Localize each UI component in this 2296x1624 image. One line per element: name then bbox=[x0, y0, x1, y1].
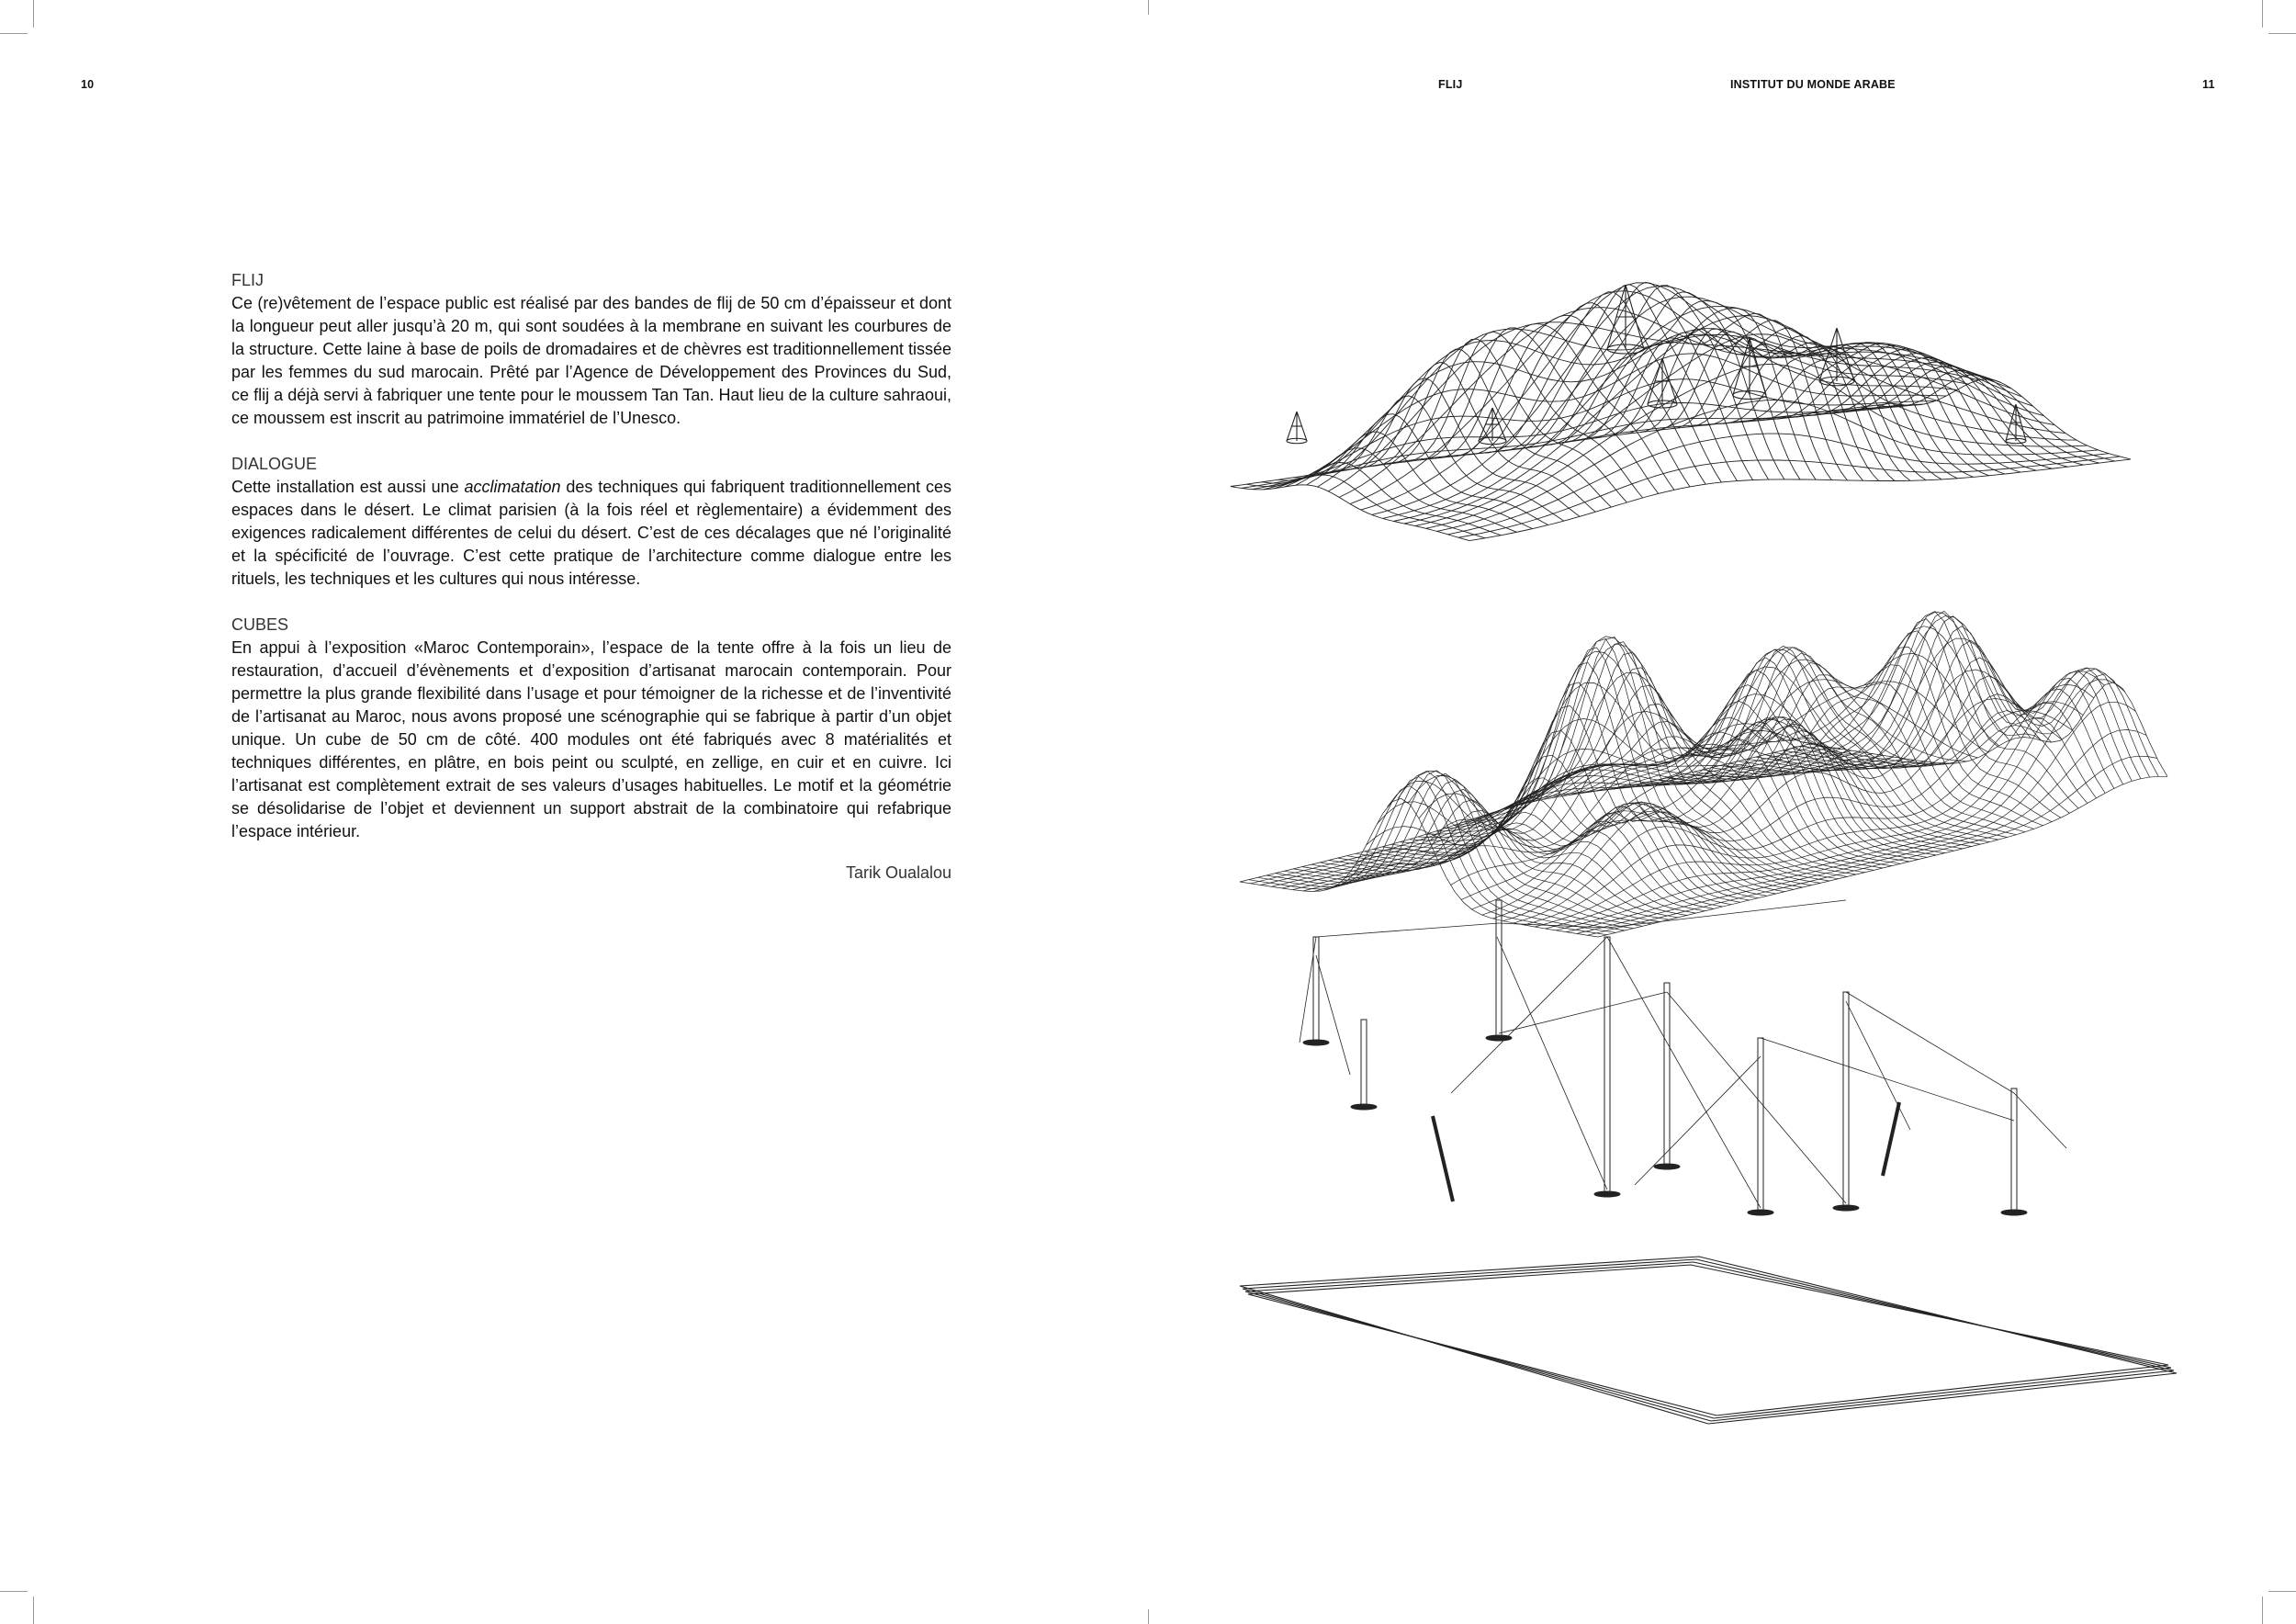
mast-footing bbox=[1654, 1164, 1680, 1169]
mesh-line bbox=[1608, 321, 1847, 480]
mast-footing bbox=[1594, 1191, 1620, 1197]
author-signature: Tarik Oualalou bbox=[845, 863, 951, 882]
mesh-line bbox=[1447, 434, 2109, 535]
cable bbox=[1635, 1056, 1761, 1185]
frame-outline bbox=[1243, 1259, 2174, 1421]
mesh-line bbox=[1514, 702, 2083, 923]
mesh-line bbox=[1525, 684, 2094, 925]
wireframe-membrane-top bbox=[1231, 282, 2131, 540]
mast bbox=[1604, 937, 1610, 1194]
mast-footing bbox=[1351, 1104, 1377, 1110]
section-body: Ce (re)vêtement de l’espace public est réalisé par des bandes de flij de 50 cm d’épaisseur et dont la longueur peut aller jusqu’à 20 m, qui sont soudées à la membrane en suivant les courbures de la structure. Cette laine à base de poils de dromadaires et de chèvres est traditionnellement tissée par les femmes du sud marocain. Prêté par l’Agence de Développement des Provinces du Sud, ce flij a déjà servi à fabriquer une tente pour le moussem Tan Tan. Haut lieu de la culture sahraoui, ce moussem est inscrit au patrimoine immatériel de l’Unesco. bbox=[231, 294, 951, 427]
mesh-line bbox=[1293, 780, 1651, 924]
frame-outline bbox=[1248, 1265, 2168, 1415]
crop-mark bbox=[2268, 33, 2296, 34]
page-number-right: 11 bbox=[2202, 78, 2215, 91]
exploded-axonometric-illustration bbox=[1212, 175, 2204, 1442]
mast-footing bbox=[1303, 1040, 1329, 1045]
crop-mark bbox=[1148, 0, 1149, 15]
cable bbox=[1607, 900, 1846, 928]
mast bbox=[1664, 983, 1670, 1167]
running-header-right: INSTITUT DU MONDE ARABE bbox=[1730, 78, 1896, 91]
mesh-line bbox=[1598, 776, 2167, 937]
mesh-line bbox=[1383, 297, 2044, 518]
mast bbox=[1361, 1020, 1367, 1107]
section-cubes bbox=[231, 614, 951, 843]
cable bbox=[1316, 955, 1350, 1075]
body-text: Cette installation est aussi une bbox=[231, 478, 465, 496]
section-body bbox=[231, 476, 951, 591]
mast bbox=[1496, 900, 1502, 1038]
mesh-line bbox=[1458, 457, 2120, 537]
text-column bbox=[231, 269, 951, 885]
mast-footing bbox=[1833, 1205, 1859, 1211]
diagonal-strut bbox=[1433, 1116, 1453, 1201]
crop-mark bbox=[33, 1596, 34, 1624]
frame-outline bbox=[1240, 1257, 2177, 1424]
mesh-line bbox=[1593, 313, 1831, 479]
mast bbox=[1758, 1038, 1763, 1212]
mesh-line bbox=[1302, 789, 1660, 921]
cable bbox=[1761, 1038, 2014, 1121]
mesh-line bbox=[1469, 459, 2131, 541]
cable bbox=[1316, 923, 1499, 937]
body-text: des techniques qui fabriquent traditionnellement ces espaces dans le désert. Le climat parisien (à la fois réel et règlementaire) a évidemment des exigences radicalement différentes de celui du désert. C’est de ces décalages que né l’originalité et la spécificité de l’ouvrage. C’est cette pratique de l’architecture comme dialogue entre les rituels, les techniques et les cultures qui nous intéresse. bbox=[231, 478, 951, 588]
mesh-line bbox=[1876, 375, 2115, 461]
mast bbox=[2011, 1088, 2017, 1212]
mesh-line bbox=[1578, 724, 1936, 855]
section-title: FLIJ bbox=[231, 271, 264, 289]
mesh-line bbox=[1231, 485, 1469, 541]
mesh-line bbox=[1694, 647, 2052, 821]
italic-term: acclimatation bbox=[464, 478, 561, 496]
mesh-line bbox=[1372, 349, 1611, 507]
section-title: DIALOGUE bbox=[231, 455, 318, 473]
mesh-line bbox=[1276, 771, 1634, 929]
mesh-line bbox=[1542, 722, 1900, 863]
mast-footing bbox=[2001, 1210, 2027, 1215]
mesh-line bbox=[1325, 396, 1564, 521]
running-header-left: FLIJ bbox=[1438, 78, 1463, 91]
section-title: CUBES bbox=[231, 615, 289, 634]
mast bbox=[1313, 937, 1319, 1043]
cable bbox=[1607, 937, 1761, 1208]
mesh-line bbox=[1372, 286, 2033, 514]
section-dialogue bbox=[231, 453, 951, 591]
crop-mark bbox=[33, 0, 34, 28]
section-body: En appui à l’exposition «Maroc Contemporain», l’espace de la tente offre à la fois un lieu de restauration, d’accueil d’évènements et d’exposition d’artisanat marocain contemporain. Pour permettre la plus grande flexibilité dans l’usage et pour témoigner de la richesse et de l’inventivité de l’artisanat au Maroc, nous avons proposé une scénographie qui se fabrique à partir d’un objet unique. Un cube de 50 cm de côté. 400 modules ont été fabriqués avec 8 matérialités et techniques différentes, en plâtre, en bois peint ou sculpté, en zellige, en cuir et en cuivre. Ici l’artisanat est complètement extrait de ses valeurs d’usages habituelles. Le motif et la géométrie se désolidarise de l’objet et deviennent un support abstrait de la combinatoire qui refabrique l’espace intérieur. bbox=[231, 638, 951, 840]
mesh-line bbox=[1249, 786, 1607, 935]
mesh-line bbox=[1277, 448, 1516, 533]
cable bbox=[2014, 1093, 2066, 1148]
crop-mark bbox=[0, 1591, 28, 1592]
cable bbox=[1451, 937, 1607, 1093]
cable bbox=[1667, 992, 1846, 1203]
mesh-line bbox=[1415, 334, 2077, 526]
mesh-line bbox=[1266, 772, 1625, 930]
crop-mark bbox=[2262, 0, 2263, 28]
section-flij bbox=[231, 269, 951, 430]
diagonal-strut bbox=[1883, 1102, 1899, 1176]
mast-structure bbox=[1300, 900, 2066, 1215]
crop-mark bbox=[0, 33, 28, 34]
mesh-line bbox=[1271, 749, 1840, 886]
base-frame bbox=[1240, 1257, 2177, 1424]
mesh-line bbox=[1404, 332, 1643, 498]
page-number-left: 10 bbox=[81, 78, 95, 91]
crop-mark bbox=[1148, 1609, 1149, 1624]
mast-footing bbox=[1748, 1210, 1773, 1215]
cable bbox=[1846, 992, 2014, 1093]
cable bbox=[1497, 937, 1607, 1190]
wireframe-tent-membrane bbox=[1240, 611, 2167, 937]
cable bbox=[1846, 1001, 1910, 1130]
mast bbox=[1843, 992, 1849, 1208]
cable bbox=[1499, 923, 1607, 928]
crop-mark bbox=[2268, 1591, 2296, 1592]
crop-mark bbox=[2262, 1596, 2263, 1624]
mesh-line bbox=[1756, 640, 2114, 788]
